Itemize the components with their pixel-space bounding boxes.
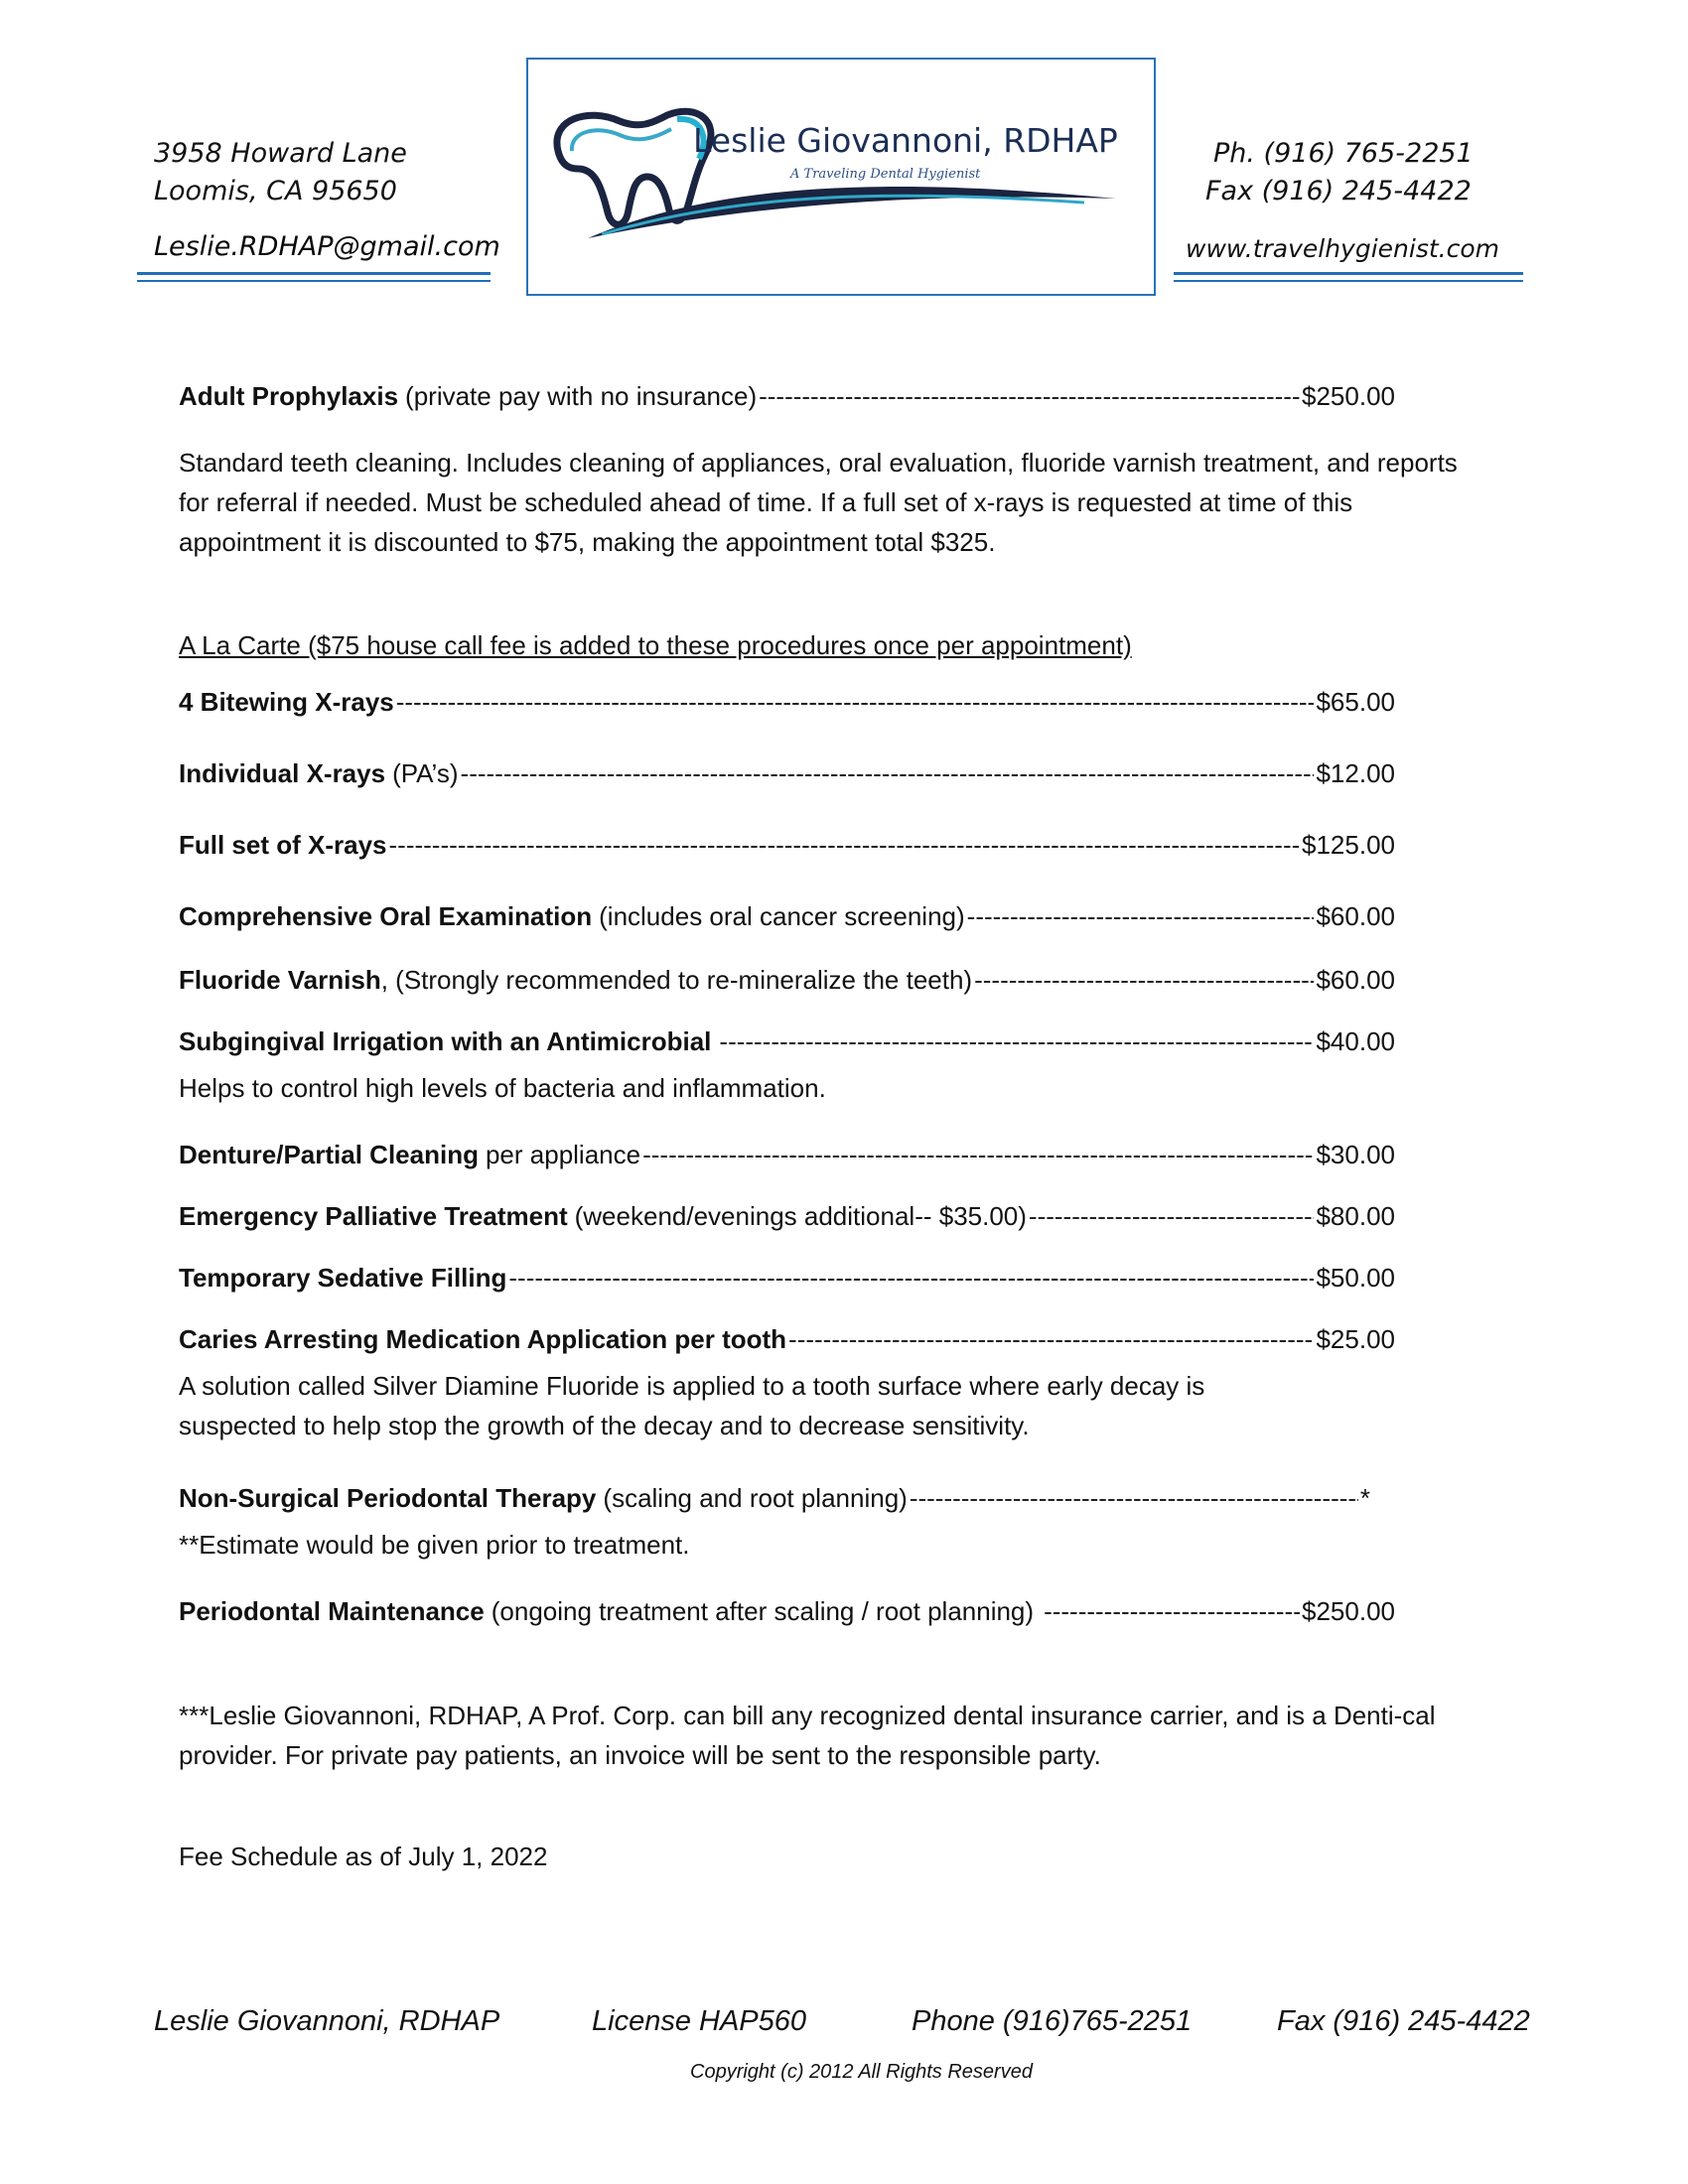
service-note: Helps to control high levels of bacteria and inflammation. <box>179 1073 826 1103</box>
website-link[interactable]: www.travelhygienist.com <box>1186 234 1500 263</box>
service-name: Temporary Sedative Filling <box>179 1263 507 1293</box>
adult-prophylaxis-details: Standard teeth cleaning. Includes cleaning of appliances, oral evaluation, fluoride varnish treatment, and reports for referral if needed. Must be scheduled ahead of time. If a full set of x-rays is requested at time of this appointment it is discounted to $75, making the appointment total $325. <box>179 448 1458 557</box>
leader-dashes <box>461 758 1315 789</box>
service-name: Individual X-rays <box>179 758 386 788</box>
service-note: A solution called Silver Diamine Fluoride is applied to a tooth surface where early decay is suspected to help stop the growth of the decay and to decrease sensitivity. <box>179 1371 1205 1440</box>
service-row <box>179 687 1395 723</box>
logo-name: Leslie Giovannoni, RDHAP <box>693 121 1118 160</box>
leader-dashes <box>974 965 1314 996</box>
service-price: $30.00 <box>1316 1140 1395 1169</box>
service-name: Adult Prophylaxis <box>179 381 399 411</box>
footer-name: Leslie Giovannoni, RDHAP <box>154 2005 500 2037</box>
service-price: * <box>1359 1483 1370 1513</box>
service-desc: (includes oral cancer screening) <box>599 901 965 931</box>
service-price: $60.00 <box>1316 965 1395 995</box>
service-price: $65.00 <box>1316 687 1395 717</box>
service-note: **Estimate would be given prior to treatment. <box>179 1530 690 1560</box>
service-price: $250.00 <box>1302 1596 1395 1626</box>
service-price: $25.00 <box>1316 1324 1395 1354</box>
email-link[interactable]: Leslie.RDHAP@gmail.com <box>154 231 500 262</box>
service-row <box>179 1596 1395 1632</box>
leader-dashes <box>396 687 1315 718</box>
logo <box>526 58 1156 296</box>
leader-dashes <box>910 1483 1358 1514</box>
address-line1: 3958 Howard Lane <box>154 138 407 169</box>
service-name: Periodontal Maintenance <box>179 1596 485 1626</box>
service-name: Subgingival Irrigation with an Antimicrobial <box>179 1026 712 1056</box>
service-name: Denture/Partial Cleaning <box>179 1140 479 1169</box>
fax-number: Fax (916) 245-4422 <box>1205 176 1472 206</box>
service-row <box>179 901 1395 937</box>
footer-license: License HAP560 <box>592 2005 807 2037</box>
address-line2: Loomis, CA 95650 <box>154 176 397 206</box>
service-row <box>179 830 1395 866</box>
leader-dashes <box>1044 1596 1300 1627</box>
service-price: $80.00 <box>1316 1201 1395 1231</box>
footer-phone: Phone (916)765-2251 <box>912 2005 1193 2037</box>
service-row <box>179 1324 1395 1360</box>
footer-fax: Fax (916) 245-4422 <box>1277 2005 1530 2037</box>
service-name: Non-Surgical Periodontal Therapy <box>179 1483 597 1513</box>
service-desc: per appliance <box>485 1140 641 1169</box>
alacarte-heading: A La Carte ($75 house call fee is added to these procedures once per appointment) <box>179 630 1132 660</box>
service-price: $125.00 <box>1302 830 1395 860</box>
leader-dashes <box>1029 1201 1315 1232</box>
service-name: Full set of X-rays <box>179 830 387 860</box>
leader-dashes <box>642 1140 1314 1170</box>
leader-dashes <box>389 830 1301 861</box>
service-price: $40.00 <box>1316 1026 1395 1056</box>
service-name: Comprehensive Oral Examination <box>179 901 593 931</box>
header-rule-right <box>1174 272 1523 275</box>
leader-dashes <box>759 381 1300 412</box>
service-row <box>179 1026 1395 1062</box>
copyright: Copyright (c) 2012 All Rights Reserved <box>690 2061 1033 2083</box>
service-name: Caries Arresting Medication Application per tooth <box>179 1324 787 1354</box>
header-rule-right-2 <box>1174 280 1523 282</box>
logo-tagline: A Traveling Dental Hygienist <box>790 167 981 182</box>
service-name: Fluoride Varnish <box>179 965 381 995</box>
service-price: $250.00 <box>1302 381 1395 411</box>
service-desc: (private pay with no insurance) <box>405 381 758 411</box>
service-price: $50.00 <box>1316 1263 1395 1293</box>
service-price: $60.00 <box>1316 901 1395 931</box>
phone-number: Ph. (916) 765-2251 <box>1213 138 1474 169</box>
billing-note: ***Leslie Giovannoni, RDHAP, A Prof. Corp. can bill any recognized dental insurance carrier, and is a Denti-cal provider. For private pay patients, an invoice will be sent to the responsible party. <box>179 1701 1436 1770</box>
service-desc: (PA’s) <box>392 758 459 788</box>
leader-dashes <box>967 901 1315 932</box>
fee-schedule-date: Fee Schedule as of July 1, 2022 <box>179 1842 548 1871</box>
leader-dashes <box>719 1026 1314 1057</box>
service-desc: (scaling and root planning) <box>603 1483 908 1513</box>
service-row <box>179 1263 1395 1298</box>
service-row <box>179 1201 1395 1237</box>
header-rule-left-2 <box>137 280 491 282</box>
service-name: Emergency Palliative Treatment <box>179 1201 568 1231</box>
service-row <box>179 1483 1370 1519</box>
service-name: 4 Bitewing X-rays <box>179 687 394 717</box>
service-desc: (weekend/evenings additional-- $35.00) <box>574 1201 1027 1231</box>
service-row <box>179 965 1395 1001</box>
service-price: $12.00 <box>1316 758 1395 788</box>
header-rule-left <box>137 272 491 275</box>
service-row-adult-prophylaxis <box>179 381 1395 417</box>
service-desc: , (Strongly recommended to re-mineralize the teeth) <box>380 965 973 995</box>
service-row <box>179 758 1395 794</box>
leader-dashes <box>508 1263 1314 1294</box>
leader-dashes <box>788 1324 1314 1355</box>
service-row <box>179 1140 1395 1175</box>
service-desc: (ongoing treatment after scaling / root planning) <box>491 1596 1035 1626</box>
